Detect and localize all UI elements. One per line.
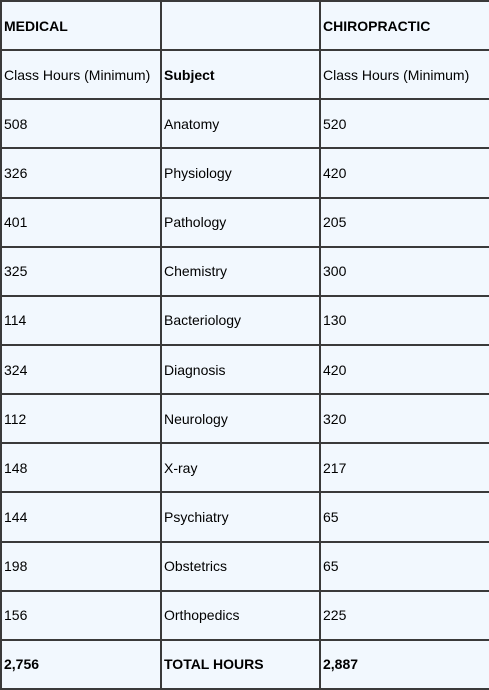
table-row	[1, 148, 489, 197]
cell-medical-hours: 156	[1, 591, 161, 640]
cell-chiropractic-hours: 65	[320, 542, 489, 591]
header-chiropractic: CHIROPRACTIC	[320, 1, 489, 50]
total-medical-hours: 2,756	[1, 640, 161, 689]
table-row	[1, 296, 489, 345]
table-row	[1, 591, 489, 640]
cell-subject: Obstetrics	[161, 542, 320, 591]
cell-chiropractic-hours: 217	[320, 443, 489, 492]
cell-chiropractic-hours: 130	[320, 296, 489, 345]
cell-subject: Bacteriology	[161, 296, 320, 345]
total-row	[1, 640, 489, 689]
table-row	[1, 345, 489, 394]
cell-chiropractic-hours: 225	[320, 591, 489, 640]
table-row	[1, 492, 489, 541]
cell-medical-hours: 114	[1, 296, 161, 345]
cell-chiropractic-hours: 420	[320, 148, 489, 197]
cell-medical-hours: 324	[1, 345, 161, 394]
cell-medical-hours: 198	[1, 542, 161, 591]
cell-subject: Orthopedics	[161, 591, 320, 640]
cell-subject: X-ray	[161, 443, 320, 492]
cell-medical-hours: 401	[1, 198, 161, 247]
cell-medical-hours: 112	[1, 394, 161, 443]
cell-subject: Anatomy	[161, 99, 320, 148]
cell-chiropractic-hours: 320	[320, 394, 489, 443]
total-chiropractic-hours: 2,887	[320, 640, 489, 689]
cell-subject: Chemistry	[161, 247, 320, 296]
table-row	[1, 247, 489, 296]
header-row-1	[1, 1, 489, 50]
cell-subject: Diagnosis	[161, 345, 320, 394]
cell-chiropractic-hours: 205	[320, 198, 489, 247]
table-row	[1, 443, 489, 492]
header-empty	[161, 1, 320, 50]
cell-subject: Neurology	[161, 394, 320, 443]
table-row	[1, 99, 489, 148]
cell-subject: Physiology	[161, 148, 320, 197]
cell-medical-hours: 508	[1, 99, 161, 148]
table-row	[1, 542, 489, 591]
header-chiropractic-class-hours: Class Hours (Minimum)	[320, 50, 489, 99]
cell-chiropractic-hours: 300	[320, 247, 489, 296]
cell-chiropractic-hours: 65	[320, 492, 489, 541]
cell-chiropractic-hours: 520	[320, 99, 489, 148]
cell-chiropractic-hours: 420	[320, 345, 489, 394]
header-subject: Subject	[161, 50, 320, 99]
cell-medical-hours: 148	[1, 443, 161, 492]
cell-subject: Pathology	[161, 198, 320, 247]
header-row-2	[1, 50, 489, 99]
table-row	[1, 394, 489, 443]
cell-subject: Psychiatry	[161, 492, 320, 541]
header-medical-class-hours: Class Hours (Minimum)	[1, 50, 161, 99]
header-medical: MEDICAL	[1, 1, 161, 50]
table-row	[1, 198, 489, 247]
cell-medical-hours: 325	[1, 247, 161, 296]
cell-medical-hours: 144	[1, 492, 161, 541]
total-hours-label: TOTAL HOURS	[161, 640, 320, 689]
cell-medical-hours: 326	[1, 148, 161, 197]
table-body	[1, 1, 489, 689]
